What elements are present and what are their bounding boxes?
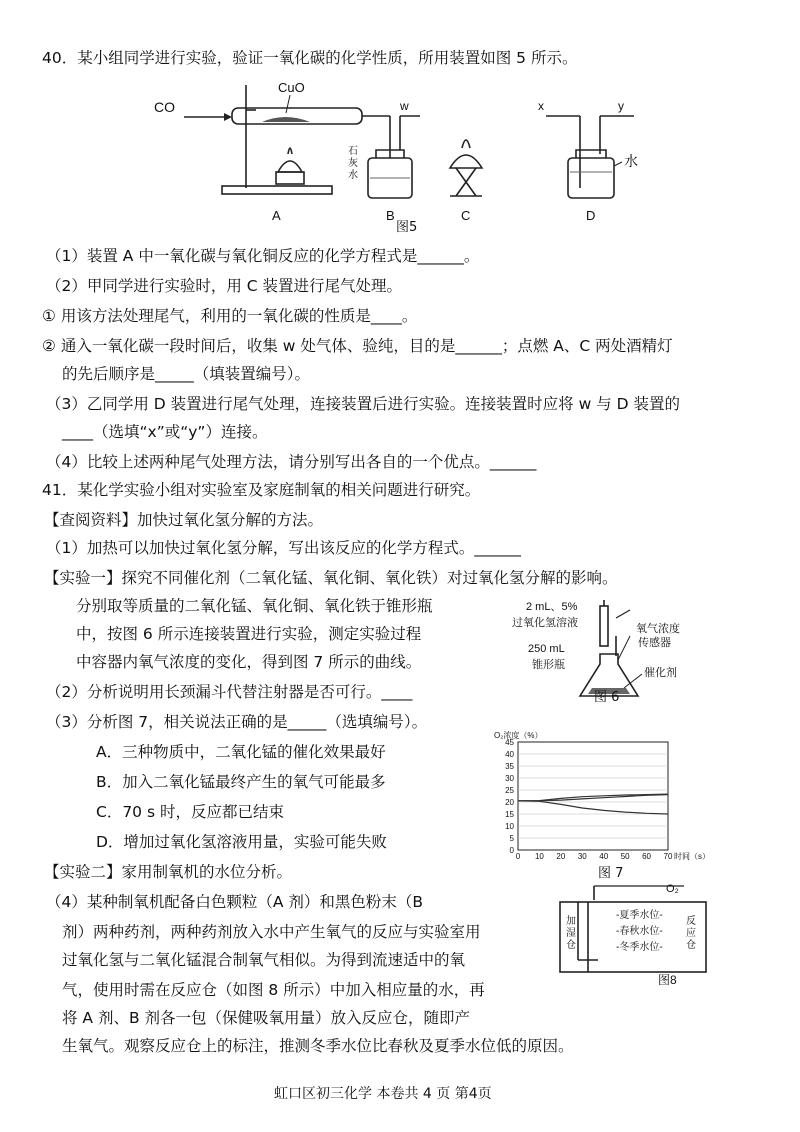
label-d: D — [586, 208, 596, 223]
chart-ytick-label: 20 — [505, 798, 514, 807]
fig8-right-1: 反 — [686, 916, 696, 927]
chart-xtick-label: 0 — [515, 852, 521, 861]
chart-ytick-label: 35 — [505, 762, 514, 771]
figure-5-caption: 图5 — [396, 220, 418, 235]
chart-series-line-2 — [518, 795, 668, 801]
y-label: y — [618, 99, 624, 113]
chart-xtick-label: 30 — [577, 852, 587, 861]
figure-6-caption: 图 6 — [594, 690, 620, 705]
fig8-o2-label: O₂ — [666, 883, 679, 895]
fig8-spring-level: -春秋水位- — [616, 926, 663, 937]
q41-line-19: 将 A 剂、B 剂各一包（保健吸氧用量）放入反应仓，随即产 — [62, 1009, 471, 1027]
q40-line-3: ① 用该方法处理尾气，利用的一氧化碳的性质是____。 — [42, 307, 418, 325]
fig8-winter-level: -冬季水位- — [616, 942, 663, 953]
q41-line-18: 气，使用时需在反应仓（如图 8 所示）中加入相应量的水，再 — [62, 981, 485, 999]
chart-ytick-label: 5 — [509, 834, 514, 843]
q40-line-5: 的先后顺序是_____（填装置编号）。 — [62, 365, 311, 383]
fig6-sensor-label: 氧气浓度 — [636, 623, 680, 635]
limewater-3: 水 — [348, 170, 358, 181]
chart-ylabel: O₂浓度（%） — [494, 731, 543, 740]
q41-stem: 41．某化学实验小组对实验室及家庭制氧的相关问题进行研究。 — [42, 481, 481, 499]
label-b: B — [386, 208, 395, 223]
chart-xtick-label: 50 — [620, 852, 630, 861]
q40-line-1: （1）装置 A 中一氧化碳与氧化铜反应的化学方程式是______。 — [46, 247, 480, 265]
chart-series-line-3 — [518, 801, 668, 814]
q41-option-a: A．三种物质中，二氧化锰的催化效果最好 — [96, 743, 386, 761]
q40-line-7: ____（选填“x”或“y”）连接。 — [62, 423, 268, 441]
chart-xtick-label: 40 — [599, 852, 609, 861]
chart-ytick-label: 25 — [505, 786, 514, 795]
q41-line-4: 【实验一】探究不同催化剂（二氧化锰、氧化铜、氧化铁）对过氧化氢分解的影响。 — [44, 569, 618, 587]
fig6-syringe-label-2: 过氧化氢溶液 — [512, 617, 578, 629]
chart-ytick-label: 10 — [505, 822, 514, 831]
label-c: C — [461, 208, 471, 223]
q40-line-4: ② 通入一氧化碳一段时间后，收集 w 处气体、验纯，目的是______；点燃 A、C 两处酒精灯 — [42, 337, 673, 355]
chart-ytick-label: 45 — [505, 738, 514, 747]
q41-line-8: （2）分析说明用长颈漏斗代替注射器是否可行。____ — [46, 683, 413, 701]
fig6-syringe-label: 2 mL、5% — [526, 601, 578, 613]
q41-line-6: 中，按图 6 所示连接装置进行实验，测定实验过程 — [76, 625, 422, 643]
fig6-catalyst-label: 催化剂 — [644, 667, 677, 679]
fig8-caption: 图8 — [658, 973, 677, 987]
fig8-left-2: 湿 — [566, 928, 576, 939]
limewater-1: 石 — [348, 146, 358, 157]
fig6-sensor-label-2: 传感器 — [638, 637, 671, 649]
figure-7-chart — [488, 728, 720, 864]
q41-line-7: 中容器内氧气浓度的变化，得到图 7 所示的曲线。 — [76, 653, 422, 671]
q41-option-c: C．70 s 时，反应都已结束 — [96, 803, 284, 821]
q41-option-b: B．加入二氧化锰最终产生的氧气可能最多 — [96, 773, 386, 791]
fig8-left-3: 仓 — [566, 940, 576, 951]
fig6-flask-label: 250 mL — [528, 643, 565, 655]
cuo-label: CuO — [278, 80, 305, 95]
chart-ytick-label: 15 — [505, 810, 514, 819]
fig8-left-1: 加 — [566, 916, 576, 927]
label-a: A — [272, 208, 281, 223]
fig8-summer-level: -夏季水位- — [616, 910, 663, 921]
chart-xtick-label: 10 — [534, 852, 544, 861]
fig8-right-3: 仓 — [686, 940, 696, 951]
chart-xtick-label: 20 — [556, 852, 566, 861]
figure-7-caption: 图 7 — [598, 866, 624, 881]
q41-line-5: 分别取等质量的二氧化锰、氧化铜、氧化铁于锥形瓶 — [76, 597, 433, 615]
figure-5 — [150, 70, 650, 230]
chart-xlabel: 时间（s） — [674, 852, 710, 861]
chart-xtick-label: 60 — [642, 852, 652, 861]
q41-option-d: D．增加过氧化氢溶液用量，实验可能失败 — [96, 833, 387, 851]
q40-line-2: （2）甲同学进行实验时，用 C 装置进行尾气处理。 — [46, 277, 403, 295]
limewater-2: 灰 — [348, 158, 358, 169]
q40-line-8: （4）比较上述两种尾气处理方法，请分别写出各自的一个优点。______ — [46, 453, 537, 471]
q40-line-6: （3）乙同学用 D 装置进行尾气处理，连接装置后进行实验。连接装置时应将 w 与 D 装置的 — [46, 395, 680, 413]
water-label: 水 — [624, 153, 638, 169]
q41-line-17: 过氧化氢与二氧化锰混合制氧气相似。为得到流速适中的氧 — [62, 951, 466, 969]
chart-ytick-label: 40 — [505, 750, 514, 759]
chart-xtick-label: 70 — [663, 852, 673, 861]
co-label: CO — [154, 99, 175, 115]
chart-ytick-label: 0 — [509, 846, 514, 855]
q41-line-3: （1）加热可以加快过氧化氢分解，写出该反应的化学方程式。______ — [46, 539, 521, 557]
page-footer: 虹口区初三化学 本卷共 4 页 第4页 — [274, 1086, 492, 1102]
fig6-flask-label-2: 锥形瓶 — [532, 659, 565, 671]
figure-8 — [554, 880, 714, 990]
fig8-right-2: 应 — [686, 928, 696, 939]
q41-line-9: （3）分析图 7，相关说法正确的是_____（选填编号）。 — [46, 713, 428, 731]
chart-ytick-label: 30 — [505, 774, 514, 783]
q41-line-14: 【实验二】家用制氧机的水位分析。 — [44, 863, 293, 881]
q41-line-2: 【查阅资料】加快过氧化氢分解的方法。 — [44, 511, 324, 529]
q41-line-20: 生氧气。观察反应仓上的标注，推测冬季水位比春秋及夏季水位低的原因。 — [62, 1037, 574, 1055]
x-label: x — [538, 99, 544, 113]
q40-stem: 40．某小组同学进行实验，验证一氧化碳的化学性质，所用装置如图 5 所示。 — [42, 49, 578, 67]
q41-line-16: 剂）两种药剂，两种药剂放入水中产生氧气的反应与实验室用 — [62, 923, 481, 941]
q41-line-15: （4）某种制氧机配备白色颗粒（A 剂）和黑色粉末（B — [46, 893, 424, 911]
w-label: w — [400, 99, 409, 113]
